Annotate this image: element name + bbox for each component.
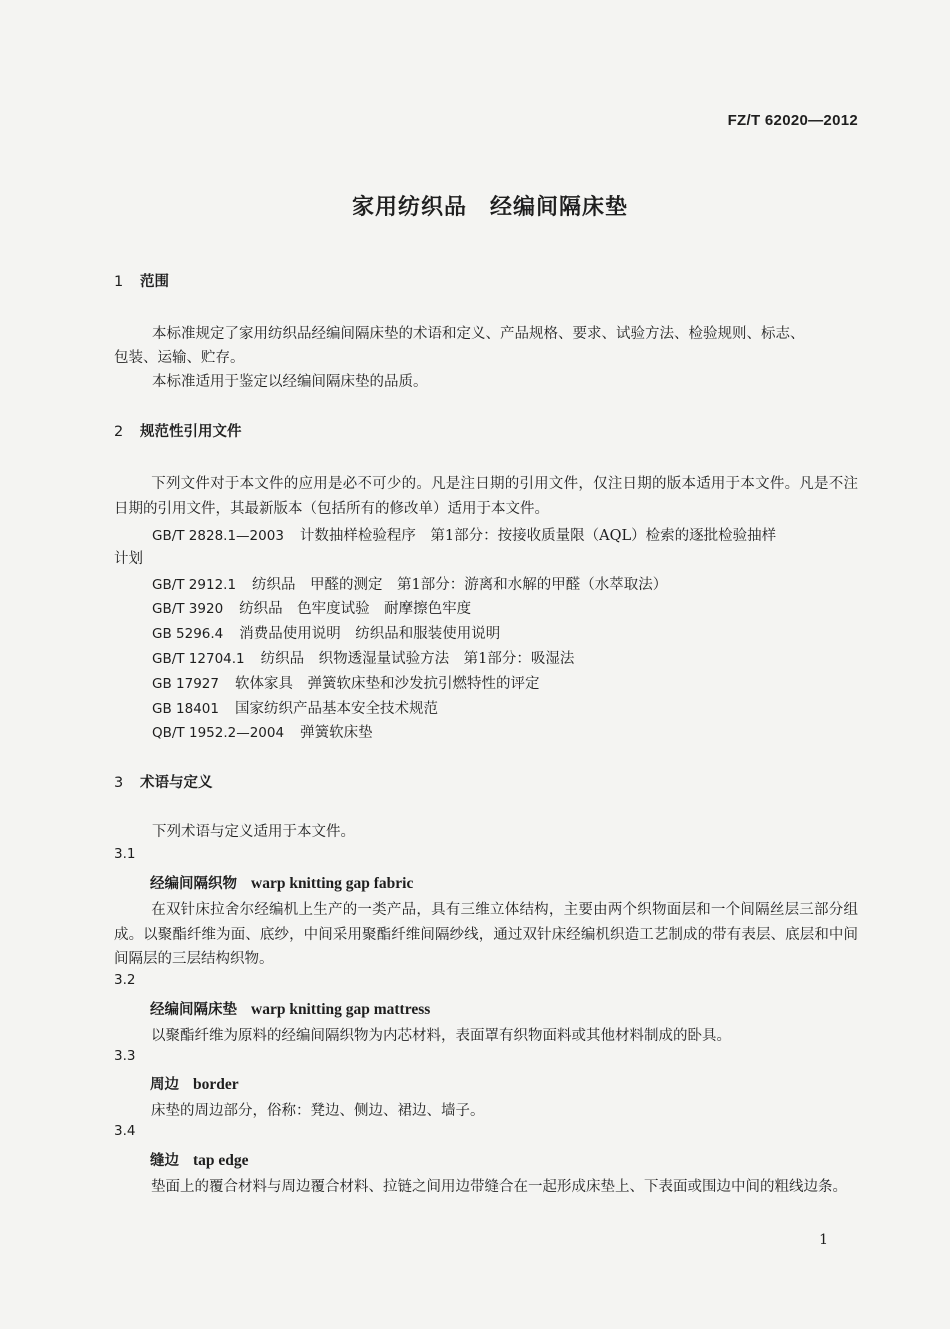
section-title: 范围 — [140, 274, 169, 290]
definition-text: 以聚酯纤维为原料的经编间隔织物为内芯材料，表面罩有织物面料或其他材料制成的卧具。 — [151, 1028, 731, 1044]
paragraph — [114, 472, 858, 521]
paragraph: 本标准适用于鉴定以经编间隔床垫的品质。 — [152, 374, 428, 390]
reference-item — [152, 697, 438, 718]
definition-text: 垫面上的覆合材料与周边覆合材料、拉链之间用边带缝合在一起形成床垫上、下表面或围边中间的粗线边条。 — [151, 1179, 847, 1195]
term-en: tap edge — [193, 1152, 249, 1169]
page-number: 1 — [819, 1232, 828, 1248]
reference-title: 软体家具 弹簧软床垫和沙发抗引燃特性的评定 — [234, 676, 540, 692]
section-1-heading — [114, 270, 169, 291]
reference-title: 纺织品 织物透湿量试验方法 第1部分：吸湿法 — [260, 651, 575, 667]
reference-code: QB/T 1952.2—2004 — [152, 725, 285, 741]
reference-code: GB/T 12704.1 — [152, 651, 245, 667]
reference-code: GB 5296.4 — [152, 626, 224, 642]
reference-continuation: 计划 — [114, 551, 143, 567]
section-number: 1 — [114, 274, 124, 290]
reference-code: GB 18401 — [152, 701, 219, 717]
reference-title: 国家纺织产品基本安全技术规范 — [234, 701, 438, 717]
reference-item — [152, 622, 500, 643]
term-number: 3.3 — [114, 1048, 136, 1064]
term-number: 3.1 — [114, 846, 136, 862]
reference-title: 纺织品 色牢度试验 耐摩擦色牢度 — [239, 601, 472, 617]
term-heading — [150, 872, 413, 893]
section-title: 术语与定义 — [140, 775, 213, 791]
section-number: 3 — [114, 775, 124, 791]
definition-text: 在双针床拉舍尔经编机上生产的一类产品，具有三维立体结构，主要由两个织物面层和一个间隔丝层三部分组成。以聚酯纤维为面、底纱，中间采用聚酯纤维间隔纱线，通过双针床经编机织造工艺制成的带有表层、底层和中间间隔层的三层结构织物。 — [114, 902, 858, 967]
term-zh: 经编间隔织物 — [150, 876, 237, 892]
term-heading — [150, 1149, 249, 1170]
reference-item — [152, 597, 471, 618]
term-zh: 缝边 — [150, 1153, 179, 1169]
reference-item — [152, 647, 574, 668]
term-number: 3.2 — [114, 972, 136, 988]
term-zh: 周边 — [150, 1077, 179, 1093]
term-definition — [114, 1024, 858, 1049]
reference-item — [152, 721, 373, 742]
term-number: 3.4 — [114, 1123, 136, 1139]
reference-item — [152, 524, 776, 545]
reference-item — [152, 573, 667, 594]
reference-title: 纺织品 甲醛的测定 第1部分：游离和水解的甲醛（水萃取法） — [252, 577, 668, 593]
term-definition — [114, 1099, 858, 1124]
reference-title: 消费品使用说明 纺织品和服装使用说明 — [239, 626, 501, 642]
term-heading — [150, 998, 430, 1019]
reference-code: GB/T 2912.1 — [152, 577, 237, 593]
term-en: warp knitting gap mattress — [251, 1001, 431, 1018]
paragraph-line: 本标准规定了家用纺织品经编间隔床垫的术语和定义、产品规格、要求、试验方法、检验规则、标志、 — [152, 326, 805, 342]
term-definition — [114, 898, 858, 972]
term-en: border — [193, 1076, 239, 1093]
standard-code: FZ/T 62020—2012 — [727, 112, 858, 129]
reference-code: GB/T 3920 — [152, 601, 224, 617]
definition-text: 床垫的周边部分，俗称：凳边、侧边、裙边、墙子。 — [151, 1103, 485, 1119]
section-3-heading — [114, 771, 213, 792]
reference-code: GB/T 2828.1—2003 — [152, 528, 284, 544]
reference-item — [152, 672, 539, 693]
term-heading — [150, 1073, 239, 1094]
section-title: 规范性引用文件 — [140, 424, 242, 440]
paragraph-line: 包装、运输、贮存。 — [114, 350, 245, 366]
reference-title: 计数抽样检验程序 第1部分：按接收质量限（AQL）检索的逐批检验抽样 — [299, 528, 777, 544]
paragraph: 下列术语与定义适用于本文件。 — [152, 824, 355, 840]
term-zh: 经编间隔床垫 — [150, 1002, 237, 1018]
section-number: 2 — [114, 424, 124, 440]
reference-title: 弹簧软床垫 — [300, 725, 373, 741]
document-title: 家用纺织品 经编间隔床垫 — [351, 195, 628, 220]
paragraph-text: 下列文件对于本文件的应用是必不可少的。凡是注日期的引用文件，仅注日期的版本适用于本文件。凡是不注日期的引用文件，其最新版本（包括所有的修改单）适用于本文件。 — [114, 476, 858, 517]
reference-code: GB 17927 — [152, 676, 219, 692]
section-2-heading — [114, 420, 242, 441]
term-definition — [114, 1175, 858, 1200]
term-en: warp knitting gap fabric — [251, 875, 414, 892]
